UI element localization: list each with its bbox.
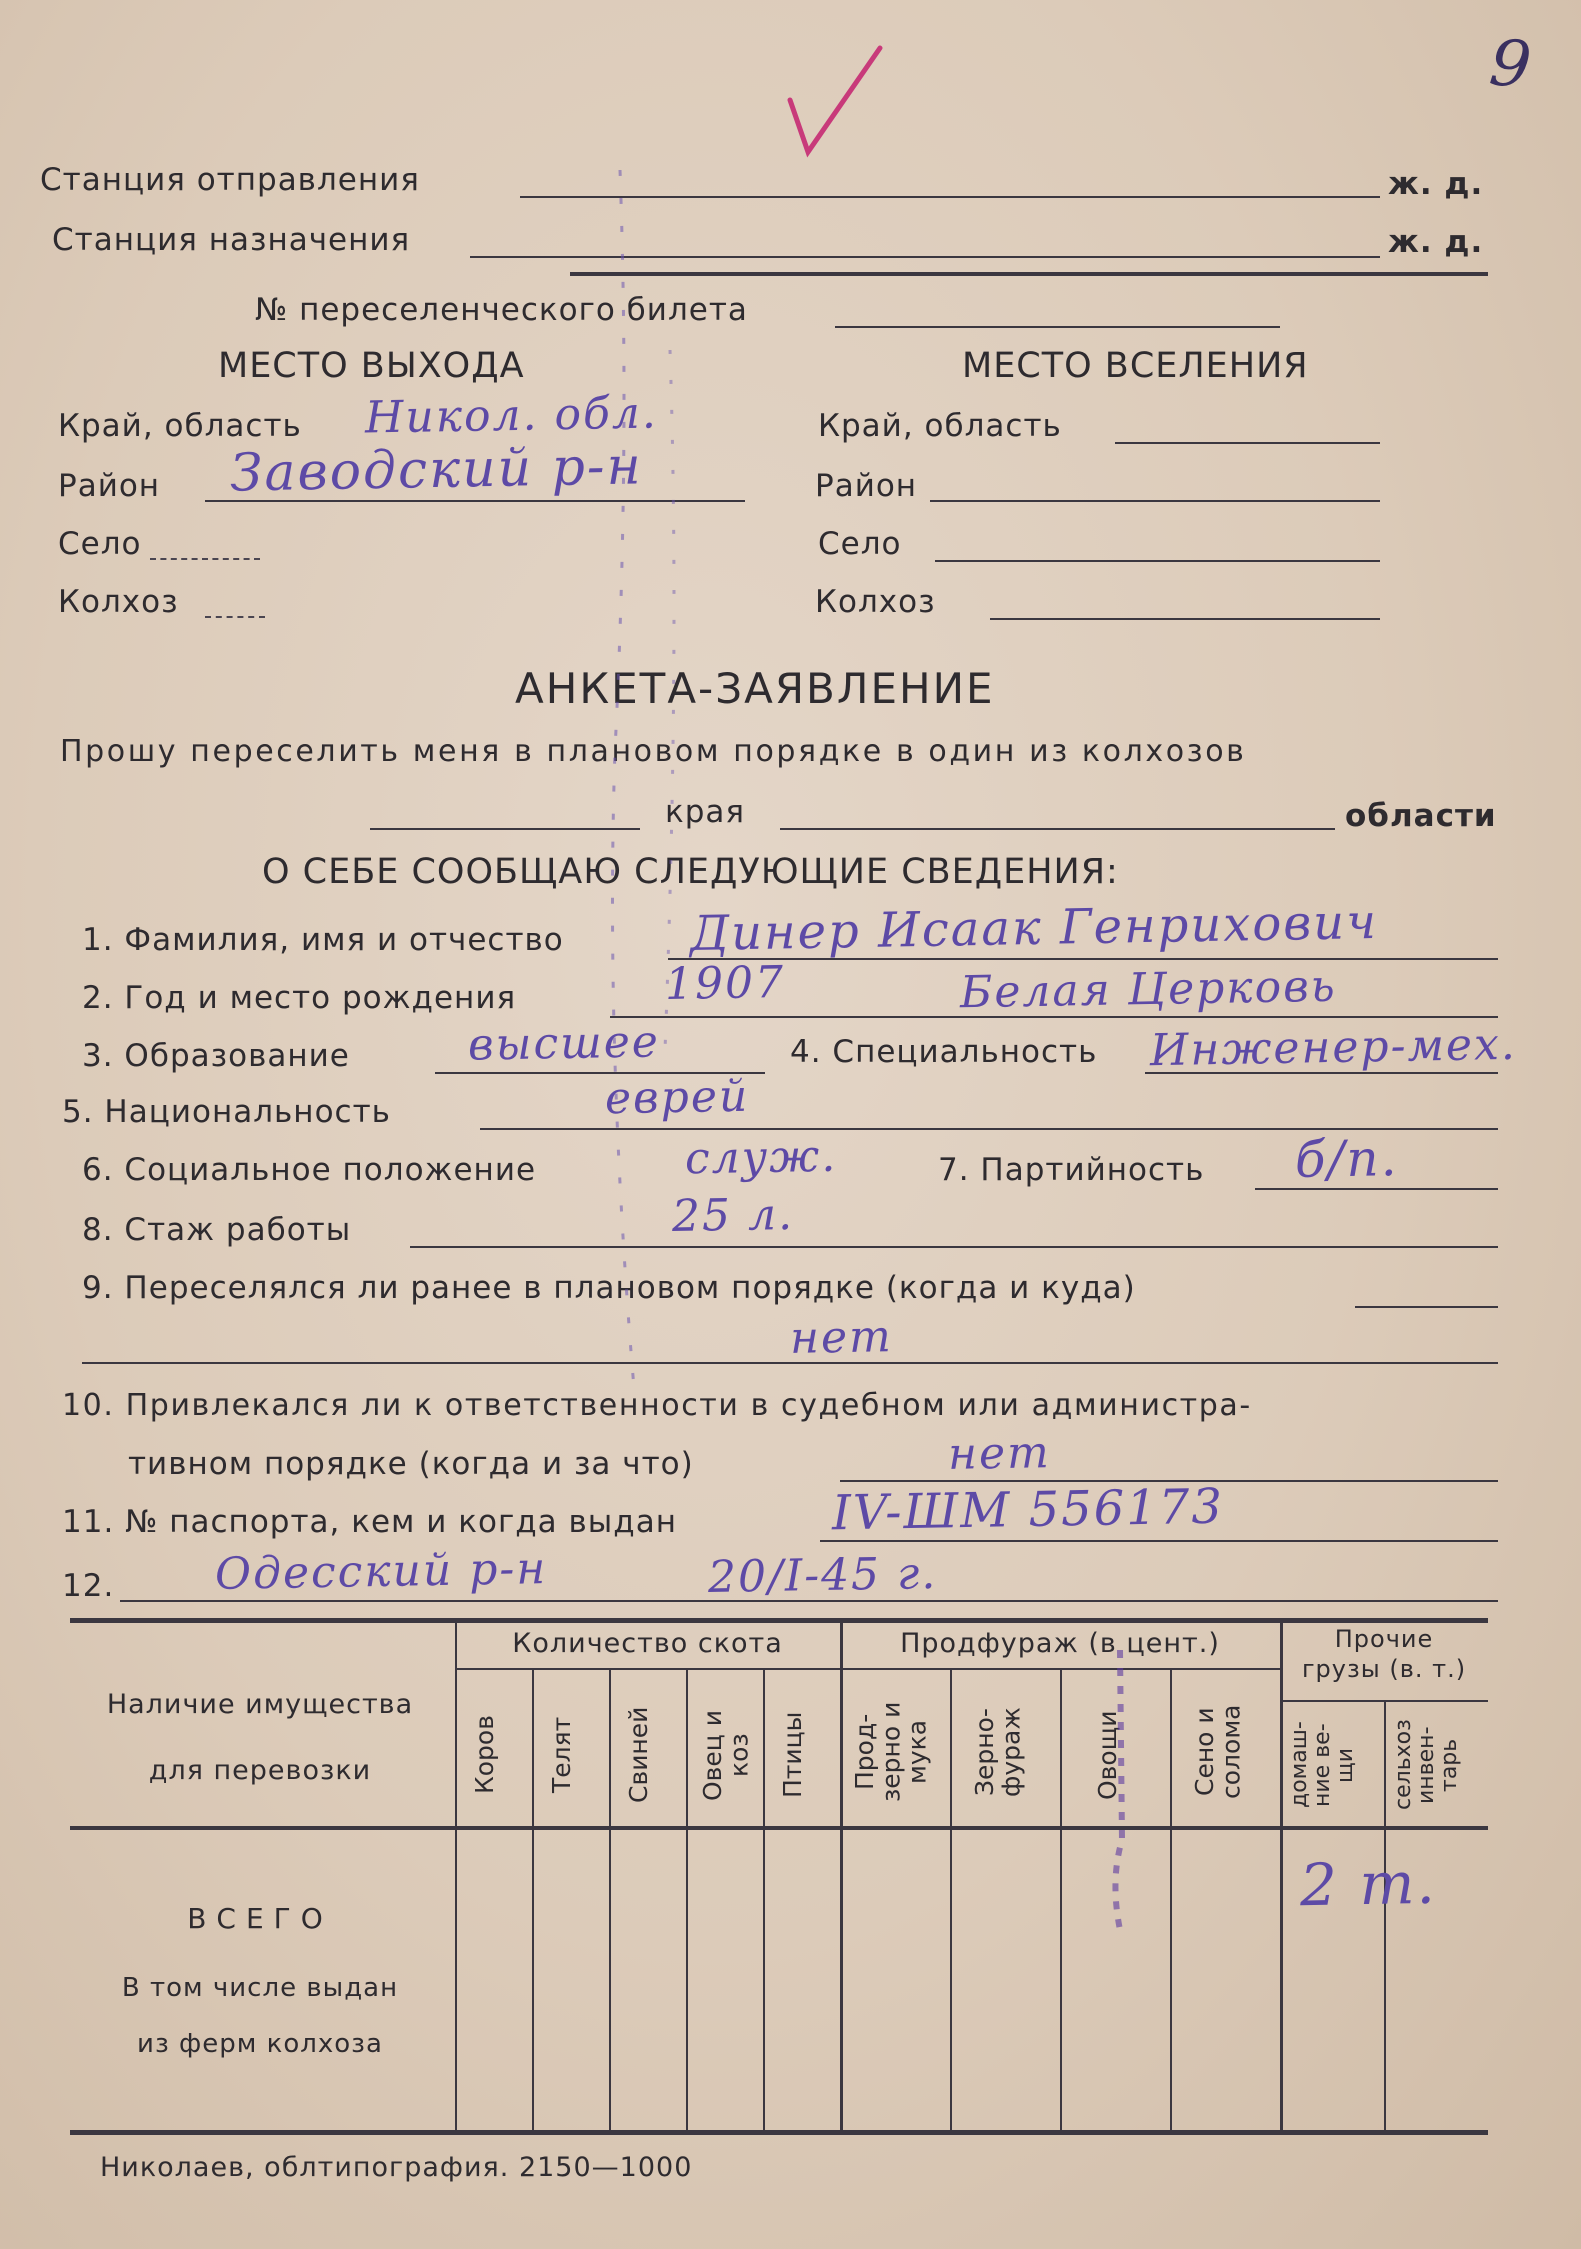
settlement-kolkhoz-label: Колхоз xyxy=(815,584,936,620)
q6-label: 6. Социальное положение xyxy=(82,1152,537,1188)
origin-district-label: Район xyxy=(58,468,161,504)
ink-smudge-icon xyxy=(1090,1640,1150,1940)
q1-value: Динер Исаак Генрихович xyxy=(689,894,1379,962)
departure-station-label: Станция отправления xyxy=(40,162,420,198)
col-cows: Коров xyxy=(470,1715,499,1795)
origin-region-value: Никол. обл. xyxy=(364,387,659,444)
settlement-region-label: Край, область xyxy=(818,408,1062,444)
incl-label: В том числе выдан из ферм колхоза xyxy=(121,1973,399,2059)
origin-district-value: Заводский р-н xyxy=(229,436,644,504)
settlement-title: МЕСТО ВСЕЛЕНИЯ xyxy=(962,346,1309,386)
col-grain-flour: Прод- зерно и мука xyxy=(850,1701,932,1803)
q2-label: 2. Год и место рождения xyxy=(82,980,517,1016)
q9-label: 9. Переселялся ли ранее в плановом порядке (когда и куда) xyxy=(82,1270,1136,1306)
q9-value: нет xyxy=(789,1311,894,1364)
check-mark-icon xyxy=(780,40,890,160)
col-household: домаш- ние ве- щи xyxy=(1287,1721,1359,1809)
q1-label: 1. Фамилия, имя и отчество xyxy=(82,922,564,958)
q12-date: 20/I-45 г. xyxy=(707,1548,938,1603)
group-feed: Продфураж (в цент.) xyxy=(900,1628,1220,1659)
rail-suffix-2: ж. д. xyxy=(1388,224,1484,260)
q6-value: служ. xyxy=(684,1130,838,1185)
destination-station-label: Станция назначения xyxy=(52,222,411,258)
q8-label: 8. Стаж работы xyxy=(82,1212,352,1248)
q8-value: 25 л. xyxy=(671,1188,795,1243)
q4-value: Инженер-мех. xyxy=(1149,1018,1518,1077)
q2-year: 1907 xyxy=(664,956,786,1011)
origin-title: МЕСТО ВЫХОДА xyxy=(218,346,525,386)
col-sheep-goats: Овец и коз xyxy=(698,1709,754,1801)
col-grain-feed: Зерно- фураж xyxy=(970,1707,1026,1797)
other-cargo-value: 2 т. xyxy=(1299,1848,1438,1920)
q11-label: 11. № паспорта, кем и когда выдан xyxy=(62,1504,677,1540)
q4-label: 4. Специальность xyxy=(790,1034,1098,1070)
q5-label: 5. Национальность xyxy=(62,1094,391,1130)
q7-label: 7. Партийность xyxy=(938,1152,1205,1188)
row-header: Наличие имущества для перевозки xyxy=(106,1689,414,1786)
col-hay-straw: Сено и солома xyxy=(1190,1704,1246,1800)
printer-imprint: Николаев, облтипография. 2150—1000 xyxy=(100,2152,693,2183)
q10-label-2: тивном порядке (когда и за что) xyxy=(128,1446,694,1482)
q12-label: 12. xyxy=(62,1568,115,1604)
q3-label: 3. Образование xyxy=(82,1038,350,1074)
q10-label-1: 10. Привлекался ли к ответственности в судебном или администра- xyxy=(62,1388,1252,1423)
q10-value: нет xyxy=(947,1427,1052,1480)
ticket-number-label: № переселенческого билета xyxy=(255,292,748,328)
page-number: 9 xyxy=(1486,25,1537,105)
q12-value: Одесский р-н xyxy=(214,1543,548,1600)
q3-value: высшее xyxy=(467,1016,661,1071)
col-pigs: Свиней xyxy=(624,1706,653,1804)
col-vegetables: Овощи xyxy=(1093,1710,1122,1800)
q5-value: еврей xyxy=(604,1070,750,1125)
settlement-district-label: Район xyxy=(815,468,918,504)
settlement-village-label: Село xyxy=(818,526,902,562)
group-livestock: Количество скота xyxy=(512,1628,783,1659)
about-heading: О СЕБЕ СООБЩАЮ СЛЕДУЮЩИЕ СВЕДЕНИЯ: xyxy=(262,852,1119,892)
stamp-marks-icon xyxy=(560,150,730,1550)
q7-value: б/п. xyxy=(1294,1129,1399,1189)
form-title: АНКЕТА-ЗАЯВЛЕНИЕ xyxy=(515,664,995,713)
origin-kolkhoz-label: Колхоз xyxy=(58,584,179,620)
col-farm-tools: сельхоз инвен- тарь xyxy=(1391,1719,1463,1811)
request-line: Прошу переселить меня в плановом порядке в один из колхозов xyxy=(60,734,1247,769)
total-label: ВСЕГО xyxy=(187,1902,333,1935)
krai-label: края xyxy=(665,794,746,830)
q2-place: Белая Церковь xyxy=(959,960,1338,1019)
col-poultry: Птицы xyxy=(778,1711,807,1799)
q11-value: IV-ШМ 556173 xyxy=(831,1478,1225,1542)
origin-village-label: Село xyxy=(58,526,142,562)
origin-region-label: Край, область xyxy=(58,408,302,444)
col-calves: Телят xyxy=(547,1716,576,1794)
oblast-label: области xyxy=(1345,798,1497,834)
group-other: Прочие грузы (в. т.) xyxy=(1301,1625,1467,1683)
rail-suffix-1: ж. д. xyxy=(1388,166,1484,202)
